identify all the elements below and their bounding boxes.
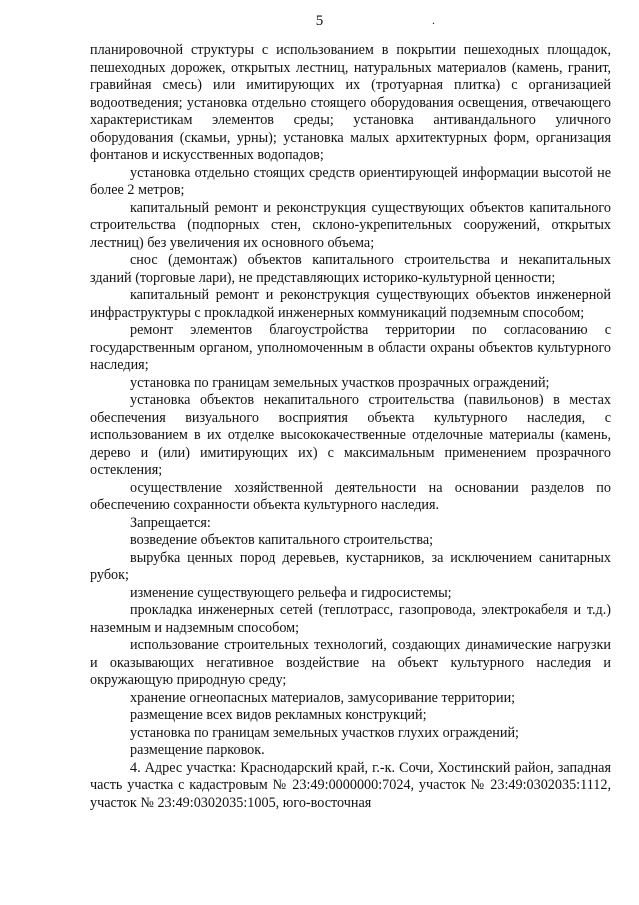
paragraph: ремонт элементов благоустройства территории по согласованию с государственным органом, уполномоченным в области охраны объектов культурного наследия; (90, 322, 611, 373)
paragraph: осуществление хозяйственной деятельности на основании разделов по обеспечению сохранности объекта культурного наследия. (90, 479, 611, 513)
page-mark: . (432, 13, 435, 27)
paragraph: установка отдельно стоящих средств ориентирующей информации высотой не более 2 метров; (90, 164, 611, 198)
paragraph: установка по границам земельных участков прозрачных ограждений; (130, 374, 550, 391)
paragraph-address: 4. Адрес участка: Краснодарский край, г.-к. Сочи, Хостинский район, западная часть участка с кадастровым № 23:49:0000000:7024, участок № 23:49:0302035:1112, участок № 23:49:0302035:1005, юго-восточная (90, 759, 611, 811)
section-heading-prohibited: Запрещается: (130, 514, 211, 531)
paragraph: изменение существующего рельефа и гидросистемы; (130, 584, 452, 601)
document-body (90, 42, 611, 812)
paragraph: капитальный ремонт и реконструкция существующих объектов инженерной инфраструктуры с прокладкой инженерных коммуникаций подземным способом; (90, 287, 611, 321)
paragraph: установка по границам земельных участков глухих ограждений; (130, 724, 519, 741)
paragraph-continuation: планировочной структуры с использованием в покрытии пешеходных площадок, пешеходных дорожек, открытых лестниц, натуральных материалов (камень, гранит, гравийная смесь) или имитирующих их (тротуарная плитка) с организацией водоотведения; установка отдельно стоящего оборудования освещения, отвечающего характеристикам элементов среды; установка антивандального уличного оборудования (скамьи, урны); установка малых архитектурных форм, организация фонтанов и искусственных водопадов; (90, 42, 611, 163)
paragraph: прокладка инженерных сетей (теплотрасс, газопровода, электрокабеля и т.д.) наземным и надземным способом; (90, 602, 611, 636)
paragraph: размещение всех видов рекламных конструкций; (130, 707, 427, 723)
paragraph: использование строительных технологий, создающих динамические нагрузки и оказывающих негативное воздействие на объект культурного наследия и окружающую природную среду; (90, 637, 611, 688)
paragraph: капитальный ремонт и реконструкция существующих объектов капитального строительства (подпорных стен, склоно-укрепительных сооружений, открытых лестниц) без увеличения их основного объема; (90, 199, 611, 251)
paragraph: размещение парковок. (130, 742, 265, 758)
paragraph: возведение объектов капитального строительства; (130, 532, 434, 548)
paragraph: снос (демонтаж) объектов капитального строительства и некапитальных зданий (торговые лари), не представляющих историко-культурной ценности; (90, 252, 611, 286)
page-number: 5 (315, 13, 324, 29)
paragraph: установка объектов некапитального строительства (павильонов) в местах обеспечения визуального восприятия объекта культурного наследия, с использованием в их отделке высококачественные отделочные материалы (камень, дерево и (или) имитирующих их) с максимальным применением прозрачного остекления; (90, 392, 611, 478)
paragraph: хранение огнеопасных материалов, замусоривание территории; (130, 689, 516, 706)
paragraph: вырубка ценных пород деревьев, кустарников, за исключением санитарных рубок; (90, 549, 611, 583)
